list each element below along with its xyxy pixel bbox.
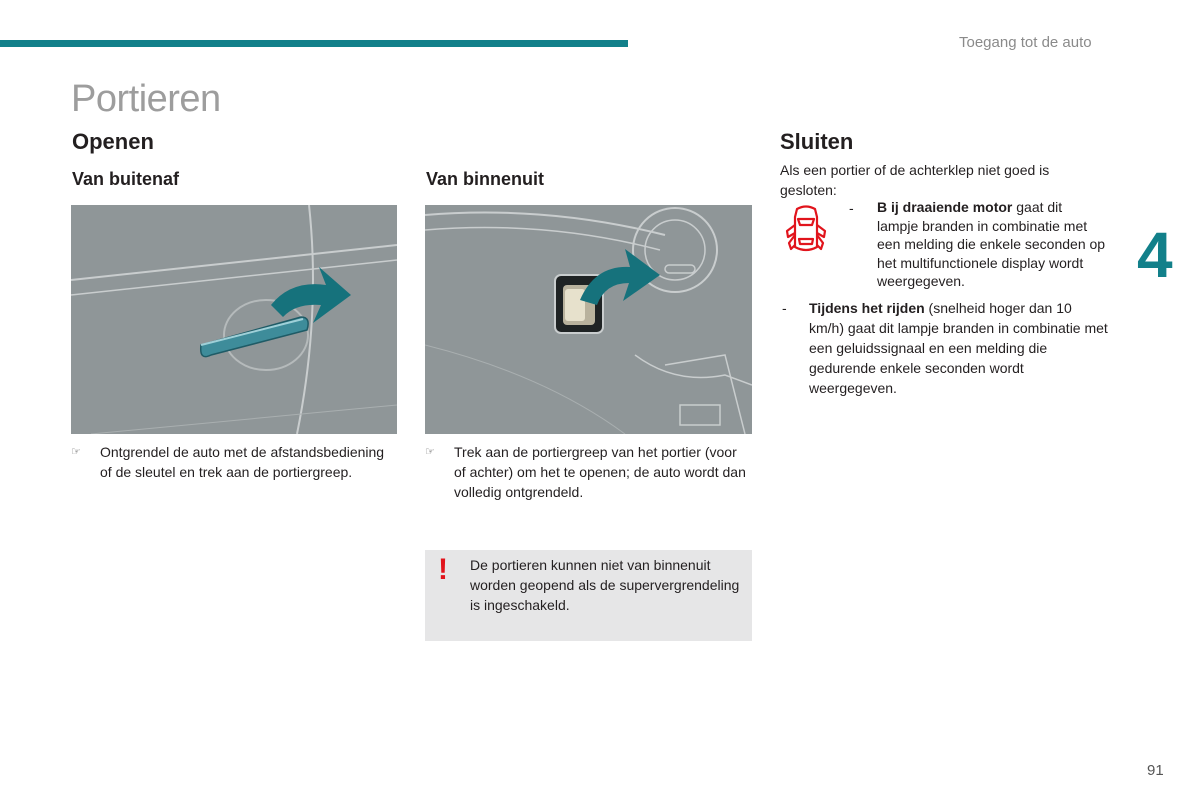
buitenaf-heading: Van buitenaf [72,169,180,189]
binnenuit-instruction [425,442,750,502]
sluiten-item1-text: gaat dit lampje branden in combinatie met een melding die enkele seconden op het multifunctionele display wordt weergegeven. [877,199,1106,289]
page-number: 91 [1147,762,1164,779]
buitenaf-instruction [71,442,399,482]
sluiten-item1 [877,198,1107,291]
exterior-door-handle-figure [71,205,397,434]
page-title: Portieren [71,78,221,120]
pointing-hand-icon: ☞ [425,446,435,458]
interior-door-handle-figure [425,205,752,434]
warning-text: De portieren kunnen niet van binnenuit worden geopend als de supervergrendeling is ingeschakeld. [470,557,740,613]
exterior-door-handle-illustration [71,205,397,434]
interior-door-handle-illustration [425,205,752,434]
sluiten-heading: Sluiten [780,129,854,154]
buitenaf-instruction-text: Ontgrendel de auto met de afstandsbediening of de sleutel en trek aan de portiergreep. [100,444,385,480]
sluiten-item2 [809,298,1109,398]
sluiten-intro: Als een portier of de achterklep niet goed is gesloten: [780,162,1050,198]
sluiten-item1-dash: - [849,200,854,216]
pointing-hand-icon: ☞ [71,446,81,458]
supervergrendeling-warning [425,550,752,641]
chapter-number: 4 [1137,219,1173,291]
header-accent-bar [0,40,628,47]
sluiten-item2-dash: - [782,300,787,316]
open-door-warning-icon [784,203,828,260]
openen-heading: Openen [72,129,154,154]
binnenuit-heading: Van binnenuit [426,169,545,189]
sluiten-item2-text: (snelheid hoger dan 10 km/h) gaat dit lampje branden in combinatie met een geluidssignaal en een melding die gedurende enkele seconden wordt weergegeven. [809,300,1108,396]
binnenuit-instruction-text: Trek aan de portiergreep van het portier (voor of achter) om het te openen; de auto wordt dan volledig ontgrendeld. [454,444,746,500]
section-title: Toegang tot de auto [959,34,1092,51]
warning-exclamation-icon: ! [438,553,448,586]
sluiten-item1-bold: B ij draaiende motor [877,199,1013,215]
sluiten-item2-bold: Tijdens het rijden [809,300,925,316]
